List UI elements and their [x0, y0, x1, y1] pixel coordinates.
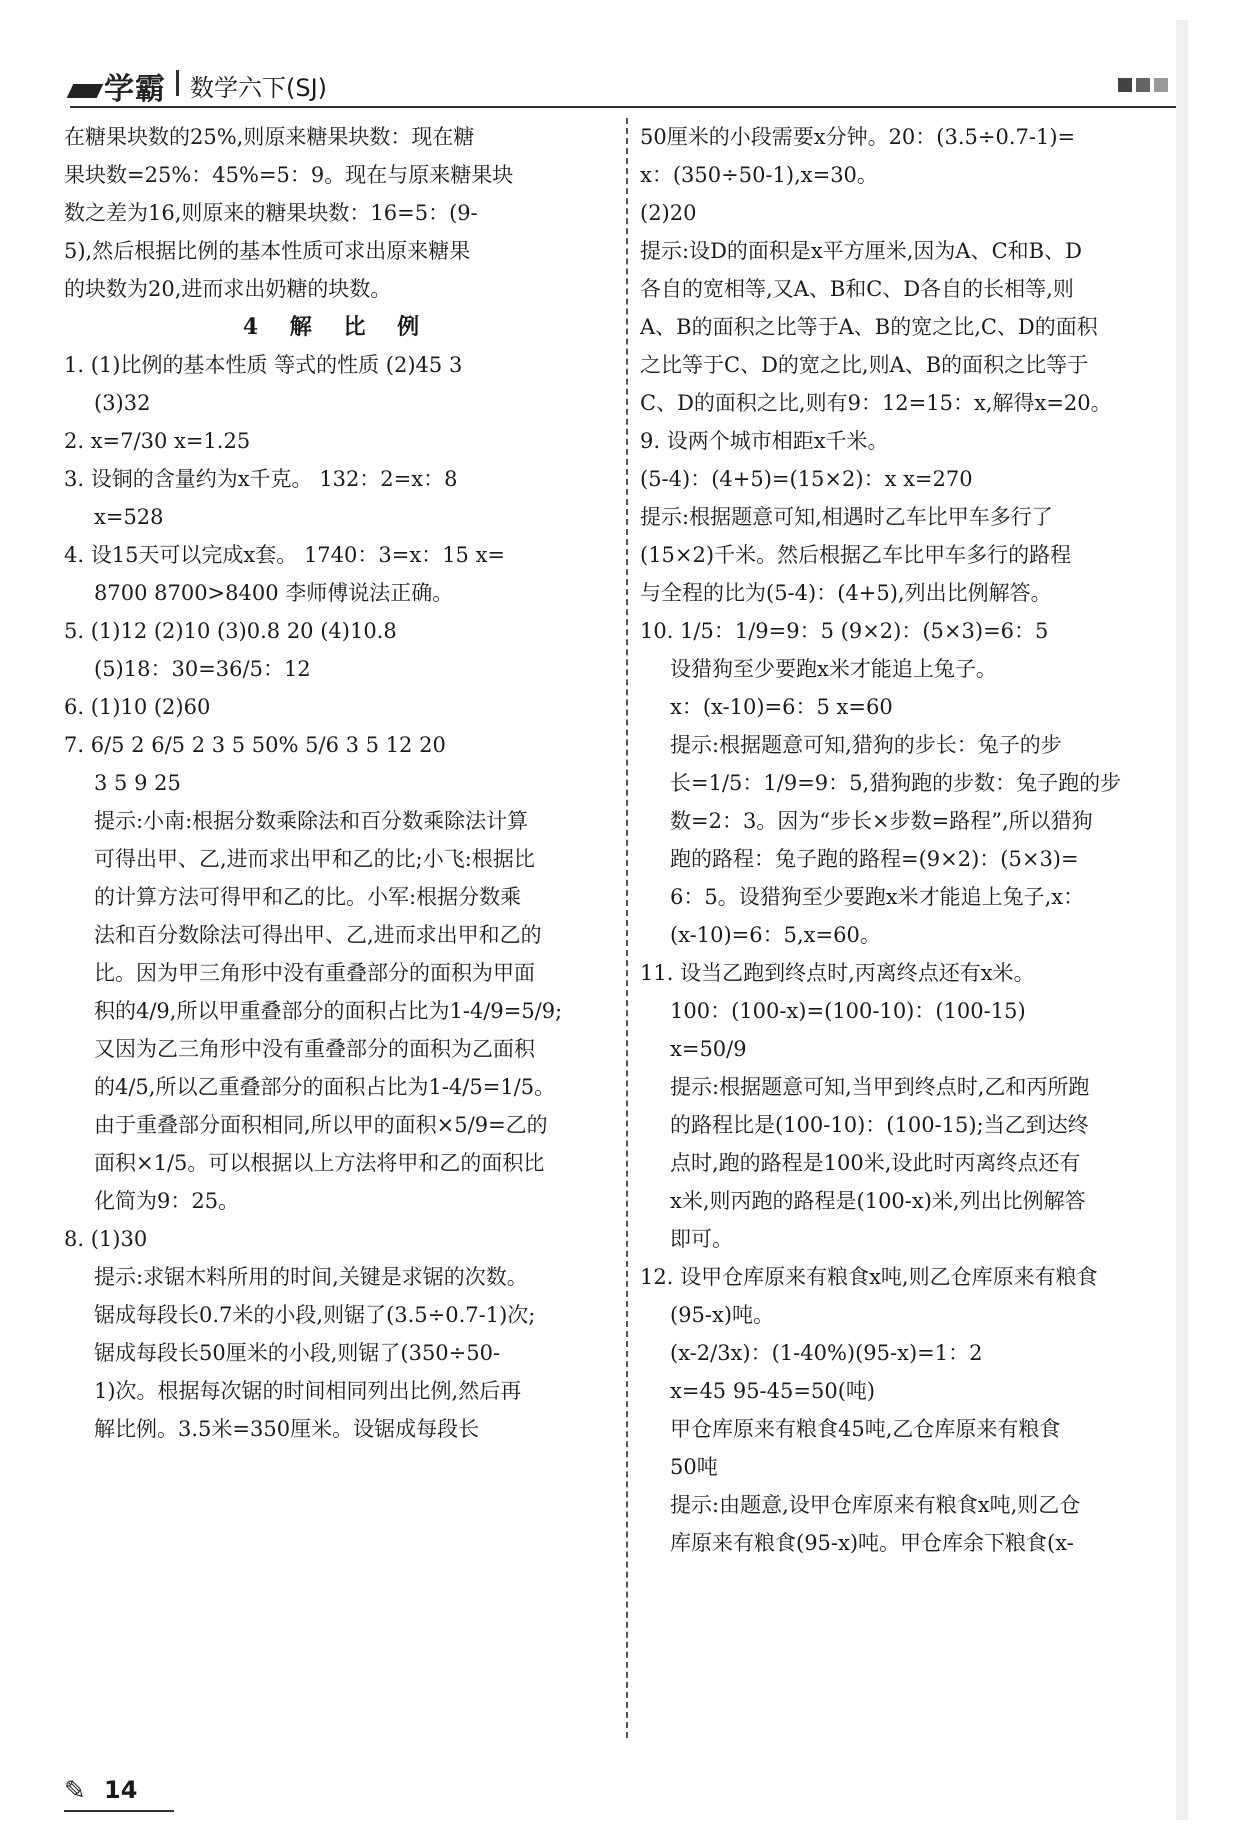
- brand-logo: 学霸: [70, 64, 166, 108]
- text-line: 1. (1)比例的基本性质 等式的性质 (2)45 3: [64, 353, 463, 377]
- text-line: 可得出甲、乙,进而求出甲和乙的比;小飞:根据比: [94, 847, 535, 871]
- text-line: x：(350÷50-1),x=30。: [640, 163, 878, 187]
- text-line: 库原来有粮食(95-x)吨。甲仓库余下粮食(x-: [670, 1531, 1074, 1555]
- text-line: 数=2：3。因为“步长×步数=路程”,所以猎狗: [670, 809, 1093, 833]
- page-number: 14: [104, 1776, 138, 1804]
- text-line: 锯成每段长50厘米的小段,则锯了(350÷50-: [94, 1341, 501, 1365]
- text-line: 10. 1/5：1/9=9：5 (9×2)：(5×3)=6：5: [640, 619, 1049, 643]
- text-line: 的计算方法可得甲和乙的比。小军:根据分数乘: [94, 885, 522, 909]
- text-line: 提示:根据题意可知,猎狗的步长：兔子的步: [670, 733, 1062, 757]
- text-line: 积的4/9,所以甲重叠部分的面积占比为1-4/9=5/9;: [94, 999, 563, 1023]
- text-line: 提示:设D的面积是x平方厘米,因为A、C和B、D: [640, 239, 1082, 263]
- header-square-icon: [1118, 78, 1132, 92]
- text-line: x：(x-10)=6：5 x=60: [670, 695, 893, 719]
- text-line: 8. (1)30: [64, 1227, 148, 1251]
- text-line: 8700 8700>8400 李师傅说法正确。: [94, 581, 454, 605]
- text-line: 3 5 9 25: [94, 771, 181, 795]
- text-line: (3)32: [94, 391, 151, 415]
- text-line: 法和百分数除法可得出甲、乙,进而求出甲和乙的: [94, 923, 542, 947]
- text-line: 11. 设当乙跑到终点时,丙离终点还有x米。: [640, 961, 1035, 985]
- text-line: x米,则丙跑的路程是(100-x)米,列出比例解答: [670, 1189, 1086, 1213]
- text-line: 1)次。根据每次锯的时间相同列出比例,然后再: [94, 1379, 522, 1403]
- right-column: [640, 118, 1180, 1562]
- text-line: (2)20: [640, 201, 697, 225]
- text-line: 即可。: [670, 1227, 733, 1251]
- text-line: 的块数为20,进而求出奶糖的块数。: [64, 277, 392, 301]
- text-line: 2. x=7/30 x=1.25: [64, 429, 251, 453]
- text-line: (x-2/3x)：(1-40%)(95-x)=1：2: [670, 1341, 983, 1365]
- text-line: 设猎狗至少要跑x米才能追上兔子。: [670, 657, 997, 681]
- text-line: 锯成每段长0.7米的小段,则锯了(3.5÷0.7-1)次;: [94, 1303, 536, 1327]
- text-line: 跑的路程：兔子跑的路程=(9×2)：(5×3)=: [670, 847, 1079, 871]
- text-line: 4. 设15天可以完成x套。 1740：3=x：15 x=: [64, 543, 506, 567]
- text-line: 点时,跑的路程是100米,设此时丙离终点还有: [670, 1151, 1081, 1175]
- text-line: 由于重叠部分面积相同,所以甲的面积×5/9=乙的: [94, 1113, 548, 1137]
- text-line: 提示:根据题意可知,当甲到终点时,乙和丙所跑: [670, 1075, 1090, 1099]
- text-line: (15×2)千米。然后根据乙车比甲车多行的路程: [640, 543, 1072, 567]
- left-column: [64, 118, 610, 1448]
- text-line: 的4/5,所以乙重叠部分的面积占比为1-4/5=1/5。: [94, 1075, 556, 1099]
- text-line: 各自的宽相等,又A、B和C、D各自的长相等,则: [640, 277, 1074, 301]
- text-line: (x-10)=6：5,x=60。: [670, 923, 881, 947]
- text-line: 面积×1/5。可以根据以上方法将甲和乙的面积比: [94, 1151, 545, 1175]
- graduation-cap-icon: [67, 84, 104, 98]
- text-line: 12. 设甲仓库原来有粮食x吨,则乙仓库原来有粮食: [640, 1265, 1098, 1289]
- text-line: 比。因为甲三角形中没有重叠部分的面积为甲面: [94, 961, 535, 985]
- section-heading: 4 解 比 例: [242, 314, 432, 340]
- text-line: 6：5。设猎狗至少要跑x米才能追上兔子,x：: [670, 885, 1085, 909]
- text-line: 甲仓库原来有粮食45吨,乙仓库原来有粮食: [670, 1417, 1061, 1441]
- text-line: 9. 设两个城市相距x千米。: [640, 429, 889, 453]
- text-line: 6. (1)10 (2)60: [64, 695, 211, 719]
- text-line: x=528: [94, 505, 164, 529]
- text-line: 之比等于C、D的宽之比,则A、B的面积之比等于: [640, 353, 1089, 377]
- text-line: 提示:小南:根据分数乘除法和百分数乘除法计算: [94, 809, 529, 833]
- text-line: 长=1/5：1/9=9：5,猎狗跑的步数：兔子跑的步: [670, 771, 1122, 795]
- text-line: C、D的面积之比,则有9：12=15：x,解得x=20。: [640, 391, 1112, 415]
- text-line: 与全程的比为(5-4)：(4+5),列出比例解答。: [640, 581, 1052, 605]
- text-line: 3. 设铜的含量约为x千克。 132：2=x：8: [64, 467, 458, 491]
- text-line: 5. (1)12 (2)10 (3)0.8 20 (4)10.8: [64, 619, 397, 643]
- text-line: 7. 6/5 2 6/5 2 3 5 50% 5/6 3 5 12 20: [64, 733, 446, 757]
- text-line: 5),然后根据比例的基本性质可求出原来糖果: [64, 239, 471, 263]
- text-line: 提示:求锯木料所用的时间,关键是求锯的次数。: [94, 1265, 528, 1289]
- text-line: 化简为9：25。: [94, 1189, 240, 1213]
- column-divider: [626, 118, 628, 1738]
- text-line: 的路程比是(100-10)：(100-15);当乙到达终: [670, 1113, 1089, 1137]
- text-line: (5-4)：(4+5)=(15×2)：x x=270: [640, 467, 973, 491]
- text-line: 50吨: [670, 1455, 718, 1479]
- text-line: 又因为乙三角形中没有重叠部分的面积为乙面积: [94, 1037, 535, 1061]
- text-line: x=50/9: [670, 1037, 747, 1061]
- page-footer: [64, 1770, 174, 1812]
- text-line: (5)18：30=36/5：12: [94, 657, 311, 681]
- text-line: 100：(100-x)=(100-10)：(100-15): [670, 999, 1026, 1023]
- text-line: (95-x)吨。: [670, 1303, 775, 1327]
- book-title: 数学六下(SJ): [190, 74, 328, 102]
- text-line: 提示:根据题意可知,相遇时乙车比甲车多行了: [640, 505, 1053, 529]
- text-line: 50厘米的小段需要x分钟。20：(3.5÷0.7-1)=: [640, 125, 1076, 149]
- text-line: x=45 95-45=50(吨): [670, 1379, 876, 1403]
- text-line: 果块数=25%：45%=5：9。现在与原来糖果块: [64, 163, 514, 187]
- header-square-icon: [1154, 78, 1168, 92]
- text-line: A、B的面积之比等于A、B的宽之比,C、D的面积: [640, 315, 1098, 339]
- text-line: 提示:由题意,设甲仓库原来有粮食x吨,则乙仓: [670, 1493, 1081, 1517]
- page-header: [70, 60, 1180, 108]
- text-line: 在糖果块数的25%,则原来糖果块数：现在糖: [64, 125, 475, 149]
- pencil-icon: ✎: [64, 1776, 86, 1806]
- text-line: 解比例。3.5米=350厘米。设锯成每段长: [94, 1417, 480, 1441]
- header-square-icon: [1136, 78, 1150, 92]
- header-separator: [176, 70, 179, 96]
- text-line: 数之差为16,则原来的糖果块数：16=5：(9-: [64, 201, 478, 225]
